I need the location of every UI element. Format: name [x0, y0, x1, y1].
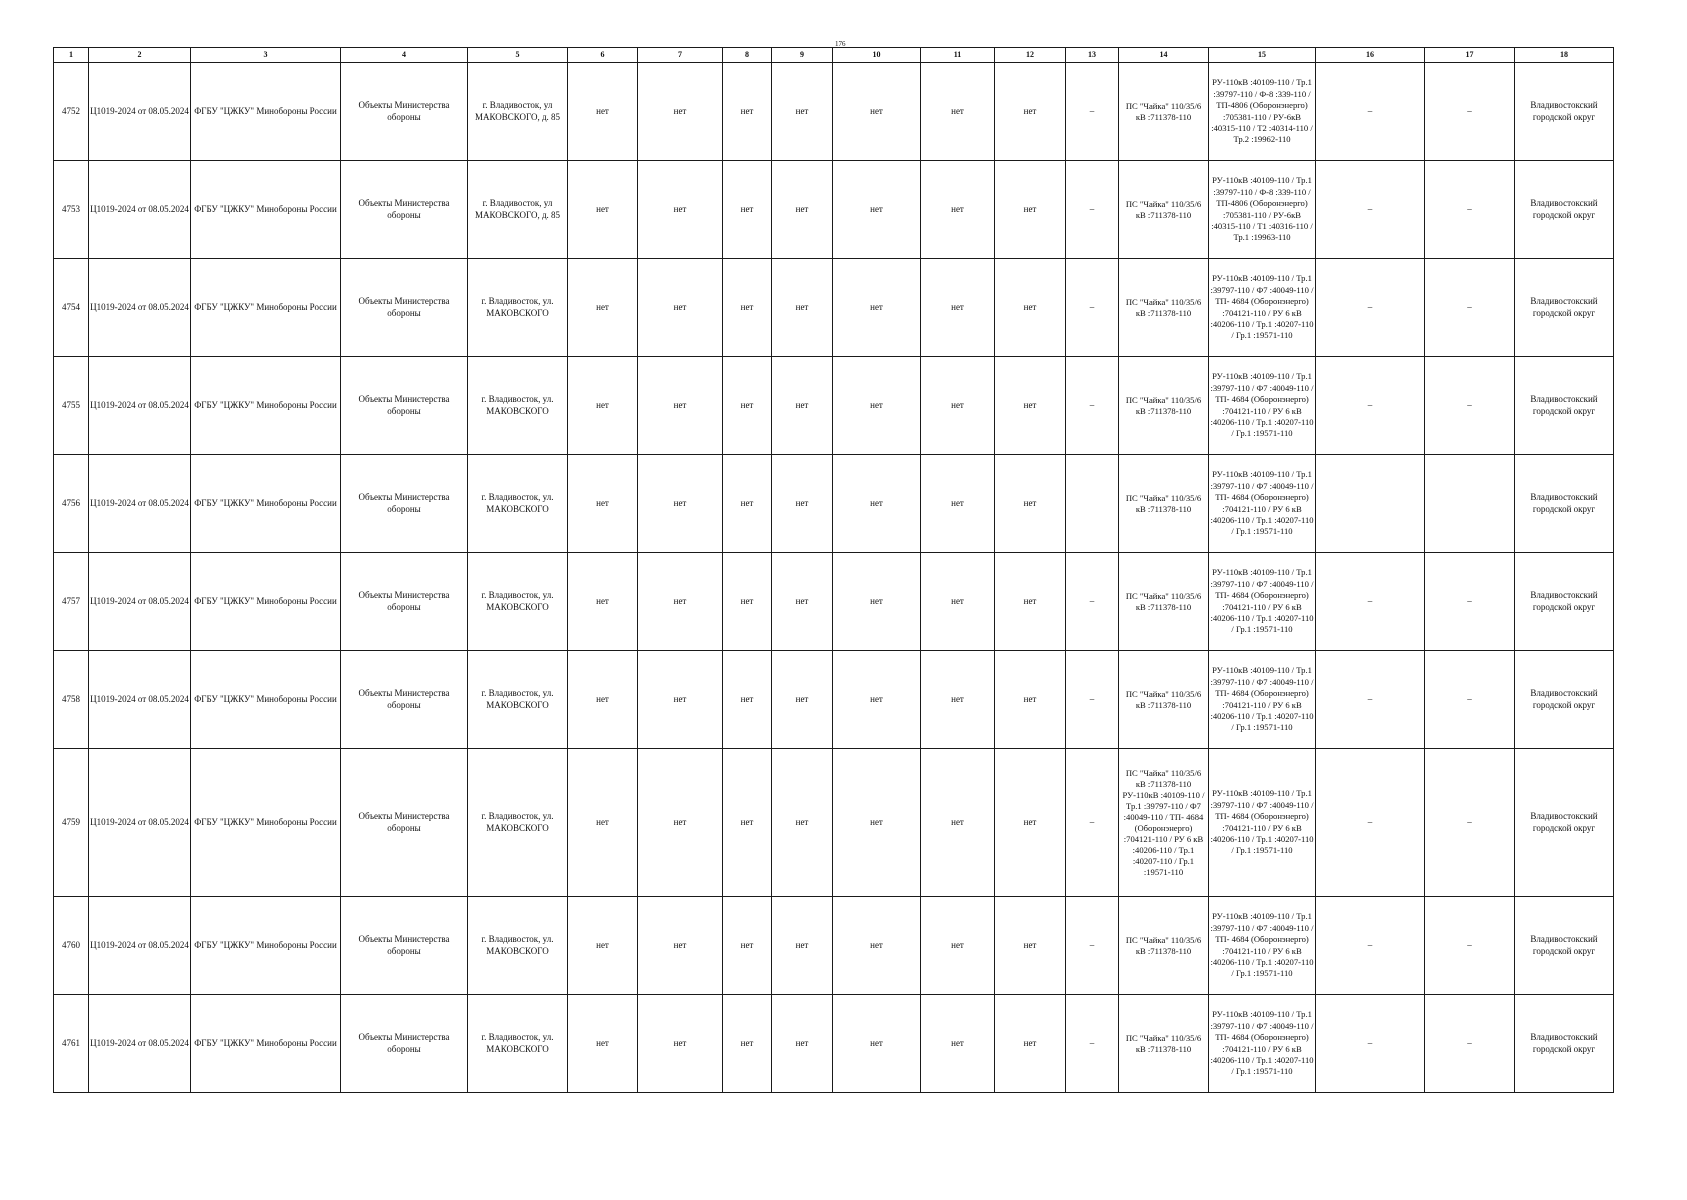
cell-substation: ПС "Чайка" 110/35/6 кВ :711378-110 — [1119, 357, 1209, 455]
cell-col-13: – — [1066, 749, 1119, 897]
header-row — [54, 48, 1614, 63]
cell-col-12: нет — [995, 259, 1066, 357]
cell-col-12: нет — [995, 553, 1066, 651]
cell-row-number: 4758 — [54, 651, 89, 749]
cell-col-10: нет — [833, 897, 921, 995]
cell-col-13 — [1066, 455, 1119, 553]
cell-address: г. Владивосток, ул. МАКОВСКОГО — [468, 357, 568, 455]
cell-row-number: 4761 — [54, 995, 89, 1093]
column-header-12: 12 — [995, 48, 1066, 63]
cell-col-6: нет — [568, 897, 638, 995]
cell-col-7: нет — [638, 161, 723, 259]
cell-connection-path: РУ-110кВ :40109-110 / Тр.1 :39797-110 / Ф7 :40049-110 / ТП- 4684 (Оборонэнерго) :704121-110 / РУ 6 кВ :40206-110 / Тр.1 :40207-110 / Гр.1 :19571-110 — [1209, 897, 1316, 995]
cell-municipality: Владивостокский городской округ — [1515, 553, 1614, 651]
cell-col-7: нет — [638, 455, 723, 553]
cell-document-number: Ц1019-2024 от 08.05.2024 — [89, 553, 191, 651]
table-row — [54, 357, 1614, 455]
cell-substation: ПС "Чайка" 110/35/6 кВ :711378-110 — [1119, 455, 1209, 553]
cell-col-9: нет — [772, 749, 833, 897]
cell-col-6: нет — [568, 455, 638, 553]
cell-col-8: нет — [723, 455, 772, 553]
cell-col-16: – — [1316, 651, 1425, 749]
cell-col-8: нет — [723, 63, 772, 161]
cell-col-11: нет — [921, 357, 995, 455]
cell-col-7: нет — [638, 259, 723, 357]
cell-col-17: – — [1425, 897, 1515, 995]
cell-object-type: Объекты Министерства обороны — [341, 897, 468, 995]
cell-owner: ФГБУ "ЦЖКУ" Минобороны России — [191, 995, 341, 1093]
cell-connection-path: РУ-110кВ :40109-110 / Тр.1 :39797-110 / Ф7 :40049-110 / ТП- 4684 (Оборонэнерго) :704121-110 / РУ 6 кВ :40206-110 / Тр.1 :40207-110 / Гр.1 :19571-110 — [1209, 455, 1316, 553]
cell-object-type: Объекты Министерства обороны — [341, 455, 468, 553]
cell-object-type: Объекты Министерства обороны — [341, 995, 468, 1093]
cell-col-10: нет — [833, 161, 921, 259]
cell-municipality: Владивостокский городской округ — [1515, 259, 1614, 357]
cell-document-number: Ц1019-2024 от 08.05.2024 — [89, 651, 191, 749]
cell-col-12: нет — [995, 651, 1066, 749]
cell-col-6: нет — [568, 357, 638, 455]
cell-col-13: – — [1066, 161, 1119, 259]
table-row — [54, 749, 1614, 897]
cell-col-7: нет — [638, 63, 723, 161]
cell-col-9: нет — [772, 63, 833, 161]
cell-col-10: нет — [833, 995, 921, 1093]
cell-col-10: нет — [833, 63, 921, 161]
cell-col-6: нет — [568, 651, 638, 749]
cell-col-17: – — [1425, 161, 1515, 259]
cell-row-number: 4755 — [54, 357, 89, 455]
cell-col-12: нет — [995, 455, 1066, 553]
cell-address: г. Владивосток, ул. МАКОВСКОГО — [468, 897, 568, 995]
cell-col-9: нет — [772, 897, 833, 995]
cell-address: г. Владивосток, ул. МАКОВСКОГО — [468, 455, 568, 553]
cell-col-11: нет — [921, 651, 995, 749]
column-header-16: 16 — [1316, 48, 1425, 63]
column-header-4: 4 — [341, 48, 468, 63]
cell-document-number: Ц1019-2024 от 08.05.2024 — [89, 63, 191, 161]
cell-substation: ПС "Чайка" 110/35/6 кВ :711378-110 — [1119, 897, 1209, 995]
column-header-9: 9 — [772, 48, 833, 63]
cell-address: г. Владивосток, ул МАКОВСКОГО, д. 85 — [468, 63, 568, 161]
cell-col-11: нет — [921, 455, 995, 553]
cell-address: г. Владивосток, ул. МАКОВСКОГО — [468, 995, 568, 1093]
cell-document-number: Ц1019-2024 от 08.05.2024 — [89, 161, 191, 259]
cell-address: г. Владивосток, ул. МАКОВСКОГО — [468, 651, 568, 749]
table-row — [54, 995, 1614, 1093]
cell-owner: ФГБУ "ЦЖКУ" Минобороны России — [191, 161, 341, 259]
cell-col-12: нет — [995, 897, 1066, 995]
cell-owner: ФГБУ "ЦЖКУ" Минобороны России — [191, 357, 341, 455]
cell-document-number: Ц1019-2024 от 08.05.2024 — [89, 897, 191, 995]
cell-col-10: нет — [833, 749, 921, 897]
cell-col-10: нет — [833, 553, 921, 651]
table-row — [54, 259, 1614, 357]
cell-col-16: – — [1316, 749, 1425, 897]
cell-col-11: нет — [921, 259, 995, 357]
table-body — [54, 63, 1614, 1093]
cell-municipality: Владивостокский городской округ — [1515, 357, 1614, 455]
cell-col-6: нет — [568, 553, 638, 651]
column-header-7: 7 — [638, 48, 723, 63]
cell-row-number: 4760 — [54, 897, 89, 995]
page-number: 176 — [835, 40, 846, 48]
cell-substation: ПС "Чайка" 110/35/6 кВ :711378-110 — [1119, 651, 1209, 749]
cell-col-16: – — [1316, 897, 1425, 995]
cell-object-type: Объекты Министерства обороны — [341, 553, 468, 651]
table-row — [54, 455, 1614, 553]
cell-col-13: – — [1066, 995, 1119, 1093]
cell-col-8: нет — [723, 749, 772, 897]
cell-col-9: нет — [772, 161, 833, 259]
cell-substation: ПС "Чайка" 110/35/6 кВ :711378-110 — [1119, 161, 1209, 259]
cell-col-9: нет — [772, 995, 833, 1093]
cell-row-number: 4754 — [54, 259, 89, 357]
cell-document-number: Ц1019-2024 от 08.05.2024 — [89, 749, 191, 897]
column-header-1: 1 — [54, 48, 89, 63]
cell-col-11: нет — [921, 553, 995, 651]
cell-col-13: – — [1066, 897, 1119, 995]
cell-col-10: нет — [833, 455, 921, 553]
cell-connection-path: РУ-110кВ :40109-110 / Тр.1 :39797-110 / Ф7 :40049-110 / ТП- 4684 (Оборонэнерго) :704121-110 / РУ 6 кВ :40206-110 / Тр.1 :40207-110 / Гр.1 :19571-110 — [1209, 553, 1316, 651]
cell-col-13: – — [1066, 651, 1119, 749]
cell-connection-path: РУ-110кВ :40109-110 / Тр.1 :39797-110 / Ф7 :40049-110 / ТП- 4684 (Оборонэнерго) :704121-110 / РУ 6 кВ :40206-110 / Тр.1 :40207-110 / Гр.1 :19571-110 — [1209, 259, 1316, 357]
cell-col-6: нет — [568, 63, 638, 161]
cell-col-10: нет — [833, 651, 921, 749]
cell-document-number: Ц1019-2024 от 08.05.2024 — [89, 357, 191, 455]
cell-col-17: – — [1425, 749, 1515, 897]
cell-substation: ПС "Чайка" 110/35/6 кВ :711378-110 — [1119, 63, 1209, 161]
cell-col-13: – — [1066, 553, 1119, 651]
cell-col-6: нет — [568, 259, 638, 357]
table-row — [54, 651, 1614, 749]
cell-col-17: – — [1425, 995, 1515, 1093]
cell-address: г. Владивосток, ул МАКОВСКОГО, д. 85 — [468, 161, 568, 259]
cell-col-6: нет — [568, 749, 638, 897]
column-header-11: 11 — [921, 48, 995, 63]
table-row — [54, 161, 1614, 259]
cell-object-type: Объекты Министерства обороны — [341, 63, 468, 161]
cell-col-7: нет — [638, 995, 723, 1093]
cell-col-17: – — [1425, 651, 1515, 749]
cell-connection-path: РУ-110кВ :40109-110 / Тр.1 :39797-110 / Ф7 :40049-110 / ТП- 4684 (Оборонэнерго) :704121-110 / РУ 6 кВ :40206-110 / Тр.1 :40207-110 / Гр.1 :19571-110 — [1209, 651, 1316, 749]
cell-connection-path: РУ-110кВ :40109-110 / Тр.1 :39797-110 / Ф7 :40049-110 / ТП- 4684 (Оборонэнерго) :704121-110 / РУ 6 кВ :40206-110 / Тр.1 :40207-110 / Гр.1 :19571-110 — [1209, 357, 1316, 455]
cell-col-7: нет — [638, 897, 723, 995]
column-header-3: 3 — [191, 48, 341, 63]
cell-row-number: 4757 — [54, 553, 89, 651]
column-header-15: 15 — [1209, 48, 1316, 63]
cell-owner: ФГБУ "ЦЖКУ" Минобороны России — [191, 897, 341, 995]
cell-connection-path: РУ-110кВ :40109-110 / Тр.1 :39797-110 / Ф-8 :339-110 / ТП-4806 (Оборонэнерго) :705381-110 / РУ-6кВ :40315-110 / Т1 :40316-110 / Тр.1 :19963-110 — [1209, 161, 1316, 259]
cell-municipality: Владивостокский городской округ — [1515, 651, 1614, 749]
cell-col-11: нет — [921, 63, 995, 161]
cell-document-number: Ц1019-2024 от 08.05.2024 — [89, 259, 191, 357]
cell-col-17: – — [1425, 259, 1515, 357]
cell-document-number: Ц1019-2024 от 08.05.2024 — [89, 995, 191, 1093]
cell-municipality: Владивостокский городской округ — [1515, 749, 1614, 897]
cell-col-8: нет — [723, 897, 772, 995]
cell-col-16: – — [1316, 63, 1425, 161]
cell-row-number: 4756 — [54, 455, 89, 553]
cell-col-8: нет — [723, 651, 772, 749]
cell-col-12: нет — [995, 749, 1066, 897]
cell-connection-path: РУ-110кВ :40109-110 / Тр.1 :39797-110 / Ф7 :40049-110 / ТП- 4684 (Оборонэнерго) :704121-110 / РУ 6 кВ :40206-110 / Тр.1 :40207-110 / Гр.1 :19571-110 — [1209, 995, 1316, 1093]
cell-owner: ФГБУ "ЦЖКУ" Минобороны России — [191, 455, 341, 553]
column-header-10: 10 — [833, 48, 921, 63]
cell-connection-path: РУ-110кВ :40109-110 / Тр.1 :39797-110 / Ф7 :40049-110 / ТП- 4684 (Оборонэнерго) :704121-110 / РУ 6 кВ :40206-110 / Тр.1 :40207-110 / Гр.1 :19571-110 — [1209, 749, 1316, 897]
cell-col-9: нет — [772, 553, 833, 651]
cell-municipality: Владивостокский городской округ — [1515, 995, 1614, 1093]
column-header-8: 8 — [723, 48, 772, 63]
cell-col-8: нет — [723, 357, 772, 455]
cell-substation: ПС "Чайка" 110/35/6 кВ :711378-110 РУ-110кВ :40109-110 / Тр.1 :39797-110 / Ф7 :40049-110 / ТП- 4684 (Оборонэнерго) :704121-110 / РУ 6 кВ :40206-110 / Тр.1 :40207-110 / Гр.1 :19571-110 — [1119, 749, 1209, 897]
cell-col-16: – — [1316, 357, 1425, 455]
cell-substation: ПС "Чайка" 110/35/6 кВ :711378-110 — [1119, 259, 1209, 357]
cell-col-8: нет — [723, 259, 772, 357]
cell-col-8: нет — [723, 995, 772, 1093]
cell-col-11: нет — [921, 749, 995, 897]
cell-municipality: Владивостокский городской округ — [1515, 63, 1614, 161]
cell-col-7: нет — [638, 357, 723, 455]
cell-substation: ПС "Чайка" 110/35/6 кВ :711378-110 — [1119, 553, 1209, 651]
cell-col-13: – — [1066, 259, 1119, 357]
cell-col-12: нет — [995, 357, 1066, 455]
cell-municipality: Владивостокский городской округ — [1515, 161, 1614, 259]
cell-object-type: Объекты Министерства обороны — [341, 161, 468, 259]
cell-col-11: нет — [921, 161, 995, 259]
cell-col-13: – — [1066, 63, 1119, 161]
cell-col-10: нет — [833, 357, 921, 455]
cell-col-11: нет — [921, 897, 995, 995]
cell-col-9: нет — [772, 651, 833, 749]
cell-col-6: нет — [568, 995, 638, 1093]
cell-col-9: нет — [772, 259, 833, 357]
cell-owner: ФГБУ "ЦЖКУ" Минобороны России — [191, 651, 341, 749]
column-header-14: 14 — [1119, 48, 1209, 63]
cell-row-number: 4753 — [54, 161, 89, 259]
cell-owner: ФГБУ "ЦЖКУ" Минобороны России — [191, 63, 341, 161]
cell-owner: ФГБУ "ЦЖКУ" Минобороны России — [191, 259, 341, 357]
cell-col-8: нет — [723, 161, 772, 259]
column-header-5: 5 — [468, 48, 568, 63]
cell-object-type: Объекты Министерства обороны — [341, 651, 468, 749]
column-header-2: 2 — [89, 48, 191, 63]
cell-object-type: Объекты Министерства обороны — [341, 259, 468, 357]
cell-owner: ФГБУ "ЦЖКУ" Минобороны России — [191, 749, 341, 897]
cell-municipality: Владивостокский городской округ — [1515, 455, 1614, 553]
cell-col-11: нет — [921, 995, 995, 1093]
cell-substation: ПС "Чайка" 110/35/6 кВ :711378-110 — [1119, 995, 1209, 1093]
column-header-17: 17 — [1425, 48, 1515, 63]
cell-col-6: нет — [568, 161, 638, 259]
table-row — [54, 897, 1614, 995]
cell-col-17: – — [1425, 357, 1515, 455]
table-row — [54, 553, 1614, 651]
cell-col-12: нет — [995, 995, 1066, 1093]
cell-owner: ФГБУ "ЦЖКУ" Минобороны России — [191, 553, 341, 651]
cell-col-12: нет — [995, 161, 1066, 259]
cell-col-17: – — [1425, 63, 1515, 161]
cell-col-8: нет — [723, 553, 772, 651]
cell-col-9: нет — [772, 455, 833, 553]
cell-address: г. Владивосток, ул. МАКОВСКОГО — [468, 259, 568, 357]
cell-col-12: нет — [995, 63, 1066, 161]
cell-col-16: – — [1316, 553, 1425, 651]
cell-col-10: нет — [833, 259, 921, 357]
cell-col-17: – — [1425, 553, 1515, 651]
cell-connection-path: РУ-110кВ :40109-110 / Тр.1 :39797-110 / Ф-8 :339-110 / ТП-4806 (Оборонэнерго) :705381-110 / РУ-6кВ :40315-110 / Т2 :40314-110 / Тр.2 :19962-110 — [1209, 63, 1316, 161]
cell-col-7: нет — [638, 651, 723, 749]
cell-col-16: – — [1316, 995, 1425, 1093]
column-header-18: 18 — [1515, 48, 1614, 63]
cell-col-7: нет — [638, 553, 723, 651]
cell-document-number: Ц1019-2024 от 08.05.2024 — [89, 455, 191, 553]
cell-col-16 — [1316, 455, 1425, 553]
cell-address: г. Владивосток, ул. МАКОВСКОГО — [468, 749, 568, 897]
cell-municipality: Владивостокский городской округ — [1515, 897, 1614, 995]
cell-col-9: нет — [772, 357, 833, 455]
cell-col-16: – — [1316, 259, 1425, 357]
cell-col-7: нет — [638, 749, 723, 897]
cell-col-17 — [1425, 455, 1515, 553]
cell-address: г. Владивосток, ул. МАКОВСКОГО — [468, 553, 568, 651]
registry-table — [53, 47, 1614, 1093]
cell-row-number: 4752 — [54, 63, 89, 161]
column-header-13: 13 — [1066, 48, 1119, 63]
cell-object-type: Объекты Министерства обороны — [341, 357, 468, 455]
cell-row-number: 4759 — [54, 749, 89, 897]
table-row — [54, 63, 1614, 161]
cell-col-16: – — [1316, 161, 1425, 259]
cell-col-13: – — [1066, 357, 1119, 455]
column-header-6: 6 — [568, 48, 638, 63]
cell-object-type: Объекты Министерства обороны — [341, 749, 468, 897]
